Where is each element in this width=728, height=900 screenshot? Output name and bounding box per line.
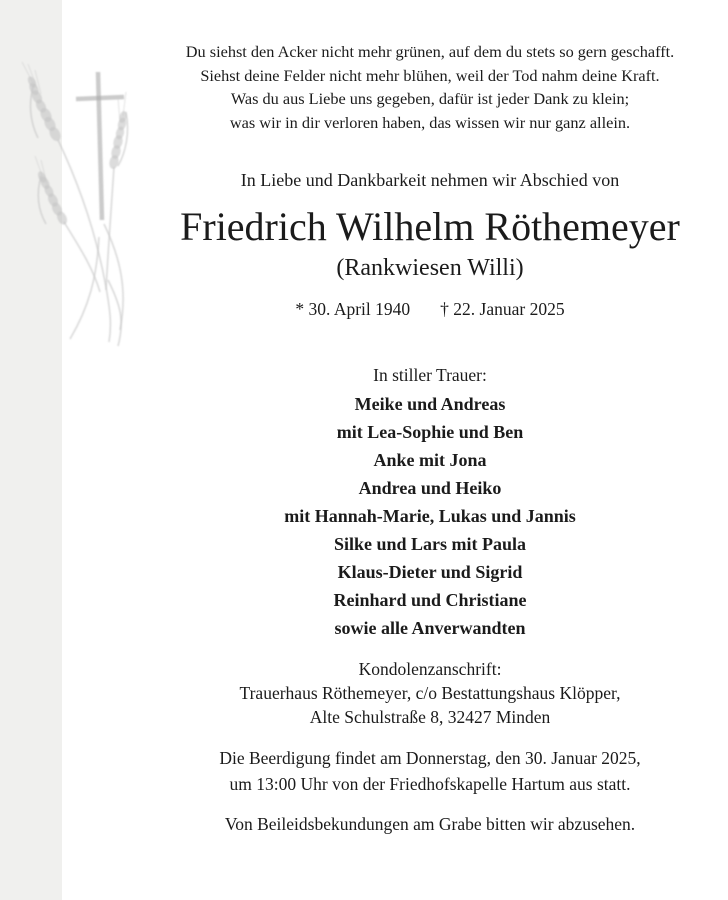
farewell-intro: In Liebe und Dankbarkeit nehmen wir Abschied von: [240, 170, 620, 190]
deceased-nickname: (Rankwiesen Willi): [336, 255, 524, 281]
memorial-poem: [135, 40, 725, 134]
condolence-line: Trauerhaus Röthemeyer, c/o Bestattungshaus Klöpper,: [239, 683, 621, 703]
mourner-line: mit Hannah-Marie, Lukas und Jannis: [284, 506, 576, 526]
closing-note: Von Beileidsbekundungen am Grabe bitten wir abzusehen.: [224, 814, 636, 834]
funeral-line: Die Beerdigung findet am Donnerstag, den 30. Januar 2025,: [219, 748, 641, 768]
poem-line: Was du aus Liebe uns gegeben, dafür ist jeder Dank zu klein;: [230, 89, 630, 108]
mourner-line: Klaus-Dieter und Sigrid: [337, 562, 523, 582]
mourner-line: sowie alle Anverwandten: [334, 618, 526, 638]
condolence-line: Alte Schulstraße 8, 32427 Minden: [309, 707, 551, 727]
poem-line: Du siehst den Acker nicht mehr grünen, auf dem du stets so gern geschafft.: [185, 42, 675, 61]
funeral-info: [135, 745, 725, 797]
obituary-content: [135, 0, 725, 900]
mourner-line: mit Lea-Sophie und Ben: [336, 422, 524, 442]
poem-line: Siehst deine Felder nicht mehr blühen, weil der Tod nahm deine Kraft.: [200, 65, 660, 85]
mourner-line: Meike und Andreas: [354, 394, 506, 414]
life-dates: [135, 296, 725, 322]
birth-date: * 30. April 1940: [295, 299, 411, 319]
mourner-line: Anke mit Jona: [373, 450, 487, 470]
mourner-line: Silke und Lars mit Paula: [333, 534, 527, 554]
mourning-heading: In stiller Trauer:: [373, 365, 487, 385]
deceased-name: Friedrich Wilhelm Röthemeyer: [180, 204, 680, 249]
condolence-heading: Kondolenzanschrift:: [358, 659, 502, 679]
condolence-address: [135, 657, 725, 729]
funeral-line: um 13:00 Uhr von der Friedhofskapelle Hartum aus statt.: [229, 774, 631, 794]
mourners-list: [135, 390, 725, 642]
poem-line: was wir in dir verloren haben, das wissen wir nur ganz allein.: [229, 112, 631, 132]
death-date: † 22. Januar 2025: [440, 299, 565, 319]
mourner-line: Andrea und Heiko: [358, 478, 502, 498]
mourner-line: Reinhard und Christiane: [333, 590, 527, 610]
